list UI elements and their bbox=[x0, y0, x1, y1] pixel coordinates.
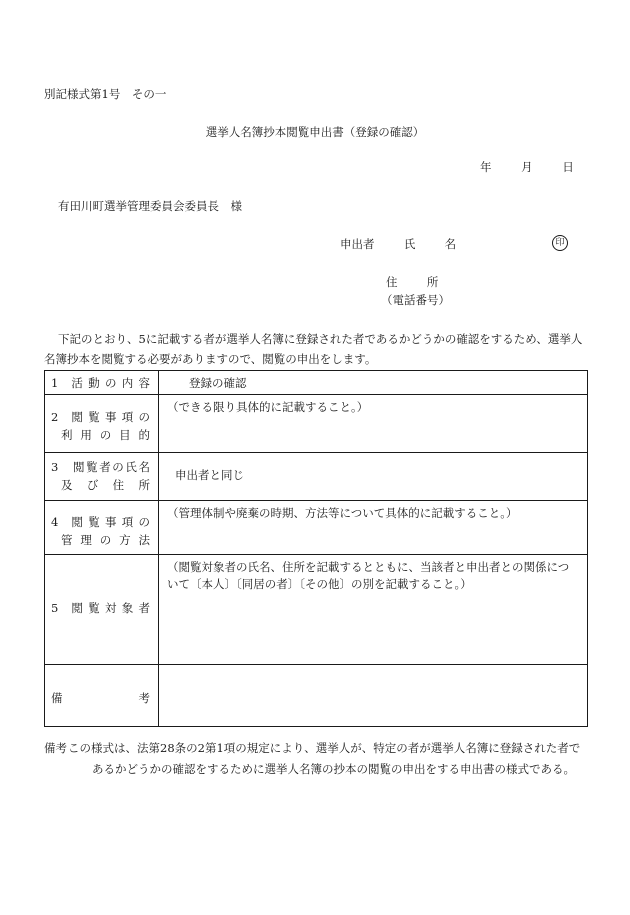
name-label-a: 氏 bbox=[403, 237, 416, 251]
table-row bbox=[45, 555, 588, 665]
row-value-text: （できる限り具体的に記載すること。） bbox=[167, 400, 369, 414]
footnote bbox=[44, 738, 584, 780]
table-row bbox=[45, 501, 588, 555]
table-row bbox=[45, 395, 588, 453]
footnote-body: この様式は、法第28条の2第1項の規定により、選挙人が、特定の者が選挙人名簿に登録された者であるかどうかの確認をするために選挙人名簿の抄本の閲覧の申出をする申出書の様式である。 bbox=[68, 741, 581, 776]
row-label-line: 及 び 住 所 bbox=[61, 478, 150, 492]
row-label-line: 3 閲覧者の氏名 bbox=[51, 460, 150, 474]
row-label-line: 4 閲 覧 事 項 の bbox=[51, 515, 150, 529]
row-value-text: 登録の確認 bbox=[189, 376, 247, 390]
row-label-line: 5 閲 覧 対 象 者 bbox=[51, 601, 150, 615]
addressee: 有田川町選挙管理委員会委員長 様 bbox=[58, 199, 242, 213]
row-value[interactable] bbox=[159, 555, 588, 665]
row-value[interactable] bbox=[159, 395, 588, 453]
row-label bbox=[45, 395, 159, 453]
address-label-a: 住 bbox=[386, 275, 398, 289]
table-row bbox=[45, 453, 588, 501]
seal-mark-icon: 印 bbox=[552, 235, 568, 251]
date-day-label: 日 bbox=[562, 160, 574, 174]
row-value-text: 申出者と同じ bbox=[175, 468, 244, 482]
footnote-head: 備考 bbox=[44, 741, 67, 755]
form-number-label: 別記様式第1号 その一 bbox=[44, 87, 167, 101]
date-line bbox=[480, 159, 574, 175]
row-value[interactable] bbox=[159, 371, 588, 395]
row-value[interactable] bbox=[159, 453, 588, 501]
row-label-line: 2 閲 覧 事 項 の bbox=[51, 410, 150, 424]
phone-label: （電話番号） bbox=[381, 293, 450, 307]
row-label bbox=[45, 501, 159, 555]
row-label-line: 1 活 動 の 内 容 bbox=[51, 376, 150, 390]
row-value-text bbox=[159, 665, 587, 669]
address-label bbox=[386, 274, 438, 290]
row-label bbox=[45, 371, 159, 395]
row-value[interactable] bbox=[159, 665, 588, 727]
row-label-line: 利 用 の 目 的 bbox=[61, 428, 150, 442]
applicant-name-row bbox=[340, 236, 456, 252]
table-row bbox=[45, 371, 588, 395]
date-year-label: 年 bbox=[480, 160, 492, 174]
document-title: 選挙人名簿抄本閲覧申出書（登録の確認） bbox=[205, 125, 425, 139]
row-label bbox=[45, 453, 159, 501]
row-value-text: （閲覧対象者の氏名、住所を記載するとともに、当該者と申出者との関係について〔本人〕〔同居の者〕〔その他〕の別を記載すること。） bbox=[167, 560, 570, 591]
address-label-b: 所 bbox=[426, 275, 439, 289]
application-table bbox=[44, 370, 588, 727]
row-label bbox=[45, 665, 159, 727]
row-label-line: 備 考 bbox=[51, 691, 150, 705]
applicant-label: 申出者 bbox=[340, 237, 375, 251]
row-value[interactable] bbox=[159, 501, 588, 555]
name-label-b: 名 bbox=[444, 237, 457, 251]
intro-paragraph: 下記のとおり、5に記載する者が選挙人名簿に登録された者であるかどうかの確認をするため、選挙人名簿抄本を閲覧する必要がありますので、閲覧の申出をします。 bbox=[44, 332, 583, 366]
table-row bbox=[45, 665, 588, 727]
row-value-text: （管理体制や廃棄の時期、方法等について具体的に記載すること。） bbox=[167, 506, 518, 520]
row-label bbox=[45, 555, 159, 665]
date-month-label: 月 bbox=[521, 160, 533, 174]
row-label-line: 管 理 の 方 法 bbox=[61, 533, 150, 547]
